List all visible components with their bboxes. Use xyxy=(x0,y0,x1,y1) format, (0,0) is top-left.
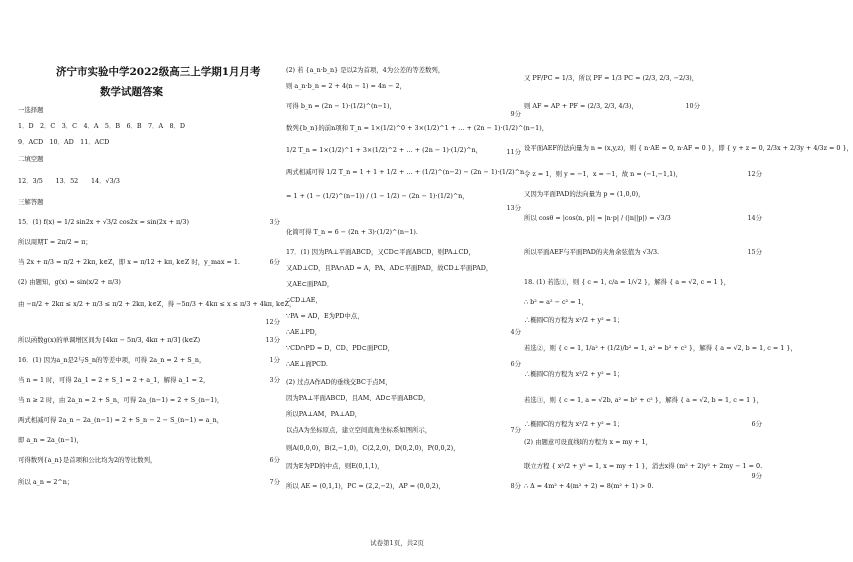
c2-line-8: 化简可得 T_n = 6 − (2n + 3)·(1/2)^(n−1). xyxy=(286,228,418,236)
page-footer: 试卷第1页，共2页 xyxy=(370,539,424,547)
c2-line-12: ∴CD⊥AE， xyxy=(286,296,322,304)
c1-line-5: 三解答题 xyxy=(18,198,44,206)
c2-line-9: 17．(1) 因为PA⊥平面ABCD，又CD⊂平面ABCD，则PA⊥CD， xyxy=(286,248,475,256)
c2-line-14: ∴AE⊥PD， xyxy=(286,328,322,336)
column-left xyxy=(18,52,296,532)
c2-score-23: 8分 xyxy=(510,482,521,490)
c2-line-15: ∵CD∩PD = D，CD、PD⊂面PCD， xyxy=(286,344,395,352)
c2-line-13: ∵PA = AD，E为PD中点， xyxy=(286,312,364,320)
c2-line-3: 数列{b_n}的前n项和 T_n = 1×(1/2)^0 + 3×(1/2)^1 + … + (2n − 1)·(1/2)^(n−1)， xyxy=(286,124,549,132)
c1-line-8: 当 2x + π/3 = π/2 + 2kπ, k∈Z，即 x = π/12 + kπ, k∈Z 时，y_max = 1. xyxy=(18,258,240,266)
c1-line-12: 所以函数g(x)的单调增区间为 [4kπ − 5π/3, 4kπ + π/3] (k∈Z) xyxy=(18,336,201,344)
c2-score-20: 7分 xyxy=(510,426,521,434)
c1-score-7: 13分 xyxy=(265,336,280,344)
c3-line-6: 又因为平面PAD的法向量为 p = (1,0,0)， xyxy=(524,190,645,198)
c1-line-13: 16．(1) 因为a_n是2与S_n的等差中项，可得 2a_n = 2 + S_n， xyxy=(18,356,206,364)
c3-line-11: ∴ b² = a² − c² = 1， xyxy=(524,298,588,306)
c2-line-17: (2) 过点A作AD的垂线交BC于点M， xyxy=(286,378,392,386)
c3-line-5: 令 z = 1，则 y = −1，x = −1，故 n = (−1,−1,1)， xyxy=(524,170,683,178)
c2-line-5: 两式相减可得 1/2 T_n = 1 + 1 + 1/2 + … + (1/2)^(n−2) − (2n − 1)·(1/2)^n xyxy=(286,168,525,176)
c1-score-6: 12分 xyxy=(265,318,280,326)
c1-score-0: 3分 xyxy=(269,218,280,226)
c2-score-14: 4分 xyxy=(510,328,521,336)
c2-line-19: 所以PA⊥AM，PA⊥AD， xyxy=(286,410,362,418)
c2-line-20: 以点A为坐标原点，建立空间直角坐标系如图所示， xyxy=(286,426,432,434)
c3-score-9: 15分 xyxy=(747,248,762,256)
c1-score-2: 6分 xyxy=(269,258,280,266)
c2-score-4: 11分 xyxy=(506,148,521,156)
c3-line-17: (2) 由题意可设直线l的方程为 x = my + 1， xyxy=(524,438,653,446)
c1-line-9: (2) 由题知，g(x) = sin(x/2 + π/3) xyxy=(18,278,121,286)
c1-line-15: 当 n ≥ 2 时，由 2a_n = 2 + S_n，可得 2a_(n−1) = 2 + S_(n−1)， xyxy=(18,396,224,404)
c2-line-4: 1/2 T_n = 1×(1/2)^1 + 3×(1/2)^2 + … + (2n − 1)·(1/2)^n， xyxy=(286,146,482,154)
c2-score-7: 13分 xyxy=(506,204,521,212)
c3-score-18: 9分 xyxy=(751,472,762,480)
c3-line-10: 18. (1) 若选①，则 { c = 1, c/a = 1/√2 }，解得 { a = √2, c = 1 }， xyxy=(524,278,731,286)
c2-line-22: 因为E为PD的中点，则E(0,1,1)， xyxy=(286,462,384,470)
c1-line-4: 12．3/5 13．52 14．√3/3 xyxy=(18,177,120,185)
c2-line-6: = 1 + (1 − (1/2)^(n−1)) / (1 − 1/2) − (2n − 1)·(1/2)^n， xyxy=(286,192,469,200)
c1-line-0: 一选择题 xyxy=(18,106,44,114)
c2-line-11: 又AE⊂面PAD， xyxy=(286,280,334,288)
c1-line-18: 可得数列{a_n}是首项和公比均为2的等比数列， xyxy=(18,456,157,464)
c3-line-0: 又 PF/PC = 1/3，所以 PF = 1/3 PC = (2/3, 2/3, −2/3)， xyxy=(524,74,699,82)
c2-line-18: 因为PA⊥平面ABCD，且AM、AD⊂平面ABCD， xyxy=(286,394,430,402)
c1-line-14: 当 n = 1 时，可得 2a_1 = 2 + S_1 = 2 + a_1，解得 a_1 = 2， xyxy=(18,376,210,384)
c3-line-14: ∴椭圆C的方程为 x²/2 + y² = 1； xyxy=(524,370,624,378)
answer-title: 数学试题答案 xyxy=(100,86,163,98)
c1-line-19: 所以 a_n = 2^n； xyxy=(18,478,74,486)
c1-line-17: 即 a_n = 2a_(n−1)， xyxy=(18,436,83,444)
c1-line-7: 所以周期T = 2π/2 = π； xyxy=(18,238,92,246)
c3-score-16: 6分 xyxy=(751,420,762,428)
c1-line-16: 两式相减可得 2a_n − 2a_(n−1) = 2 + S_n − 2 − S_(n−1) = a_n， xyxy=(18,416,224,424)
c3-score-7: 14分 xyxy=(747,214,762,222)
c3-line-15: 若选③，则 { c = 1, a = √2b, a² = b² + c² }，解得 { a = √2, b = 1, c = 1 }， xyxy=(524,396,763,404)
c1-score-8: 1分 xyxy=(269,356,280,364)
column-middle xyxy=(286,52,549,532)
c1-line-1: 1．D 2．C 3．C 4．A 5．B 6．B 7．A 8．D xyxy=(18,122,186,130)
c2-line-16: ∴AE⊥面PCD. xyxy=(286,360,328,368)
exam-title: 济宁市实验中学2022级高三上学期1月月考 xyxy=(56,66,261,78)
c2-score-2: 9分 xyxy=(510,110,521,118)
c3-line-18: 联立方程 { x²/2 + y² = 1, x = my + 1 }，消去x得 (m² + 2)y² + 2my − 1 = 0. xyxy=(524,462,763,470)
c3-score-5: 12分 xyxy=(747,170,762,178)
c2-line-0: (2) 若 {a_n·b_n} 是以2为首项，4为公差的等差数列， xyxy=(286,66,445,74)
c2-line-1: 则 a_n·b_n = 2 + 4(n − 1) = 4n − 2， xyxy=(286,82,407,90)
c2-line-23: 所以 AE = (0,1,1)，PC = (2,2,−2)，AP = (0,0,2)， xyxy=(286,482,445,490)
c2-score-16: 6分 xyxy=(510,360,521,368)
c3-line-12: ∴椭圆C的方程为 x²/2 + y² = 1； xyxy=(524,316,624,324)
c3-score-2: 10分 xyxy=(685,102,700,110)
c3-line-13: 若选②，则 { c = 1, 1/a² + (1/2)/b² = 1, a² = b² + c² }，解得 { a = √2, b = 1, c = 1 }， xyxy=(524,344,797,352)
c1-line-10: 由 −π/2 + 2kπ ≤ x/2 + π/3 ≤ π/2 + 2kπ, k∈Z，得 −5π/3 + 4kπ ≤ x ≤ π/3 + 4kπ, k∈Z， xyxy=(18,300,296,308)
c3-line-3: 设平面AEF的法向量为 n = (x,y,z)，则 { n·AE = 0, n·AF = 0 }，即 { y + z = 0, 2/3x + 2/3y + 4/3z = 0 }， xyxy=(524,144,853,152)
c3-line-16: ∴椭圆C的方程为 x²/2 + y² = 1； xyxy=(524,420,624,428)
c1-line-6: 15．(1) f(x) = 1/2 sin2x + √3/2 cos2x = sin(2x + π/3) xyxy=(18,218,189,226)
column-right xyxy=(524,52,853,532)
c2-line-21: 则A(0,0,0)，B(2,−1,0)，C(2,2,0)，D(0,2,0)，P(0,0,2)， xyxy=(286,444,460,452)
c1-score-14: 7分 xyxy=(269,478,280,486)
c1-line-3: 二填空题 xyxy=(18,155,44,163)
c3-line-19: ∴ Δ = 4m² + 4(m² + 2) = 8(m² + 1) > 0. xyxy=(524,482,654,490)
c3-line-9: 所以平面AEF与平面PAD的夹角余弦值为 √3/3. xyxy=(524,248,660,256)
c2-line-10: 又AD⊥CD，且PA∩AD = A，PA、AD⊂平面PAD，故CD⊥平面PAD， xyxy=(286,264,493,272)
c3-line-2: 则 AF = AP + PF = (2/3, 2/3, 4/3)， xyxy=(524,102,638,110)
c1-score-13: 6分 xyxy=(269,456,280,464)
c3-line-7: 所以 cosθ = |cos⟨n, p⟩| = |n·p| / (|n||p|) = √3/3 xyxy=(524,214,671,222)
c1-score-9: 3分 xyxy=(269,376,280,384)
c1-line-2: 9．ACD 10．AD 11．ACD xyxy=(18,138,110,146)
c2-line-2: 可得 b_n = (2n − 1)·(1/2)^(n−1)， xyxy=(286,102,396,110)
